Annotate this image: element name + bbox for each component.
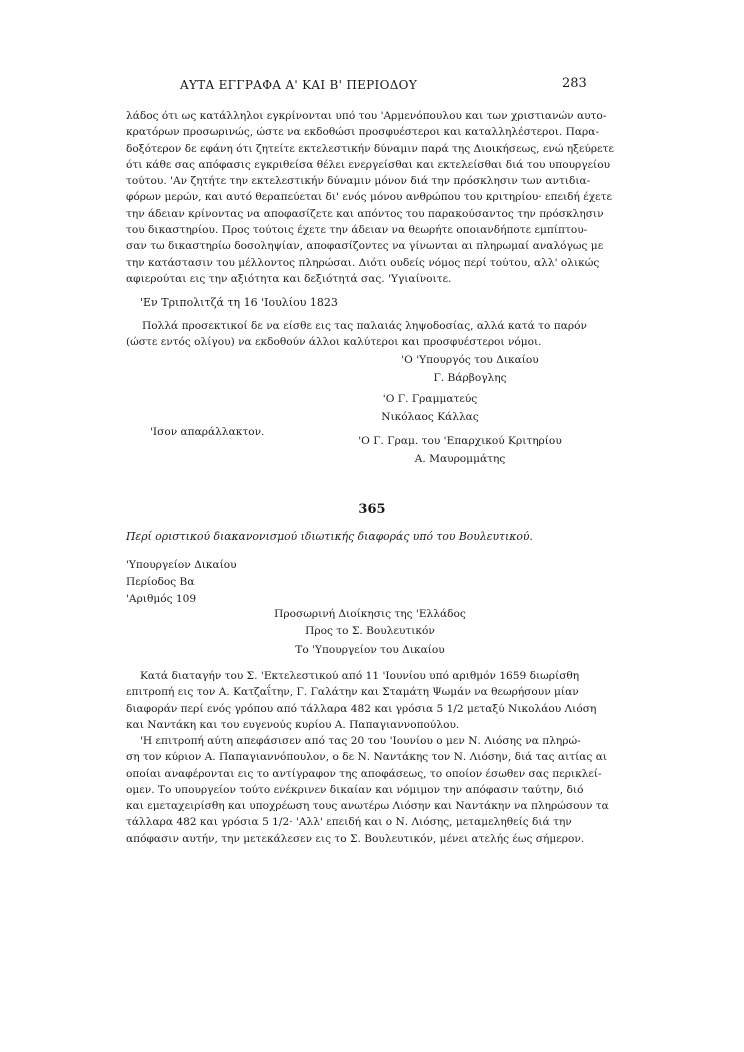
court-secretary-title: 'Ο Γ. Γραμ. του 'Επαρχικού Κριτηρίου	[358, 435, 562, 447]
minister-title: 'Ο 'Υπουργός του Δικαίου	[401, 354, 539, 366]
text-line: τάλλαρα 482 και γρόσια 5 1/2· 'Αλλ' επειδή και ο Ν. Λιόσης, μεταμεληθείς διά την	[126, 816, 572, 829]
text-line: κρατόρων προσωρινώς, ώστε να εκδοθώσι προσφυέστεροι και καταλληλέστεροι. Παρα-	[126, 126, 600, 139]
doc364-postscript	[126, 318, 585, 351]
text-line: επιτροπή εις τον Α. Κατζαΐτην, Γ. Γαλάτην και Σταμάτη Ψωμάν να θεωρήσουν μίαν	[126, 686, 579, 699]
secretary-title: 'Ο Γ. Γραμματεύς	[382, 393, 478, 405]
text-line: και Ναντάκη και του ευγενούς κυρίου Α. Παπαγιαννοπούλου.	[126, 718, 460, 731]
text-line: δοξότερον δε εφάνη ότι ζητείτε εκτελεστικήν δύναμιν παρά της Διοικήσεως, ενώ ηξεύρετε	[126, 142, 615, 155]
text-line: αφιερούται εις την αξιότητα και δεξιότητά σας. 'Υγιαίνοιτε.	[126, 272, 452, 285]
text-line: σαν τω δικαστηρίω δοσοληψίαν, αποφασίζοντες να γίνωνται αι πληρωμαί αναλόγως με	[126, 240, 604, 253]
page-number: 283	[562, 76, 587, 91]
text-line: και εμεταχειρίσθη και υποχρέωση τους ανωτέρω Λιόσην και Ναντάκην να πληρώσουν τα	[126, 800, 609, 813]
text-line: λάδος ότι ως κατάλληλοι εγκρίνονται υπό του 'Αρμενόπουλου και των χριστιανών αυτο-	[126, 110, 607, 122]
doc364-body	[126, 108, 615, 287]
place-date: 'Εν Τριπολιτζά τη 16 'Ιουλίου 1823	[140, 296, 338, 309]
doc365-paragraph-2	[126, 733, 609, 847]
text-line: διαφοράν περί ενός γρόπου από τάλλαρα 482 και γρόσια 5 1/2 μεταξύ Νικολάου Λιόση	[126, 702, 597, 715]
copy-note: 'Ισον απαράλλακτον.	[150, 426, 265, 438]
court-secretary-name: Α. Μαυρομμάτης	[414, 453, 506, 465]
issuer-line: Προσωρινή Διοίκησις της 'Ελλάδος	[274, 608, 466, 620]
minister-name: Γ. Βάρβογλης	[433, 372, 507, 384]
text-line: Κατά διαταγήν του Σ. 'Εκτελεστικού από 11 'Ιουνίου υπό αριθμόν 1659 διωρίσθη	[140, 670, 580, 682]
text-line: την άδειαν κρίνοντας να αποφασίζετε και απόντος του παρακούσαντος την πρόσκλησιν	[126, 207, 604, 220]
text-line: φόρων μερών, και αυτό θεραπεύεται δι' ενός μόνου ανθρώπου του κριτηρίου· επειδή έχετε	[126, 191, 612, 204]
text-line: ομεν. Το υπουργείον τούτο ενέκρινεν δικαίαν και νόμιμον την απόφασιν ταύτην, διό	[126, 783, 584, 796]
text-line: Πολλά προσεκτικοί δε να είσθε εις τας παλαιάς ληψοδοσίας, αλλά κατά το παρόν	[142, 320, 587, 332]
ministry-label: 'Υπουργείον Δικαίου	[126, 559, 237, 571]
reference-number: 'Αριθμός 109	[126, 593, 197, 605]
text-line: (ώστε εντός ολίγου) να εκδοθούν άλλοι καλύτεροι και προσφυέστεροι νόμοι.	[126, 336, 542, 349]
secretary-name: Νικόλαος Κάλλας	[381, 411, 479, 423]
text-line: 'Η επιτροπή αύτη απεφάσισεν από τας 20 του 'Ιουνίου ο μεν Ν. Λιόσης να πληρώ-	[140, 735, 581, 747]
running-header: ΑΥΤΑ ΕΓΓΡΑΦΑ Α' ΚΑΙ Β' ΠΕΡΙΟΔΟΥ	[180, 78, 418, 92]
text-line: ότι κάθε σας απόφασις εγκριθείσα θέλει ενεργείσθαι και εκτελείσθαι διά του υπουργείου	[126, 158, 611, 171]
document-number: 365	[358, 502, 386, 517]
sender-line: Το 'Υπουργείον του Δικαίου	[295, 644, 445, 656]
text-line: του δικαστηρίου. Προς τούτοις έχετε την άδειαν να θεωρήτε οποιανδήποτε εμπίπτου-	[126, 224, 588, 237]
text-line: οποίαι αναφέρονται εις το αντίγραφον της αποφάσεως, το οποίον έσωθεν σας περικλεί-	[126, 767, 602, 780]
addressee-line: Προς το Σ. Βουλευτικόν	[305, 625, 435, 637]
text-line: απόφασιν αυτήν, την μετεκάλεσεν εις το Σ. Βουλευτικόν, μένει ατελής έως σήμερον.	[126, 832, 585, 845]
period-label: Περίοδος Βα	[126, 576, 195, 588]
text-line: ση τον κύριον Α. Παπαγιαννόπουλον, ο δε Ν. Ναντάκης τον Ν. Λιόσην, διά τας αιτίας αι	[126, 751, 608, 764]
text-line: τούτου. 'Αν ζητήτε την εκτελεστικήν δύναμιν μόνον διά την πρόσκλησιν των αντιδια-	[126, 175, 591, 188]
doc365-paragraph-1	[126, 668, 597, 733]
document-title: Περί οριστικού διακανονισμού ιδιωτικής διαφοράς υπό του Βουλευτικού.	[126, 530, 533, 543]
text-line: την κατάστασιν του μέλλοντος πληρώσαι. Διότι ουδείς νόμος περί τούτου, αλλ' ολικώς	[126, 256, 600, 269]
